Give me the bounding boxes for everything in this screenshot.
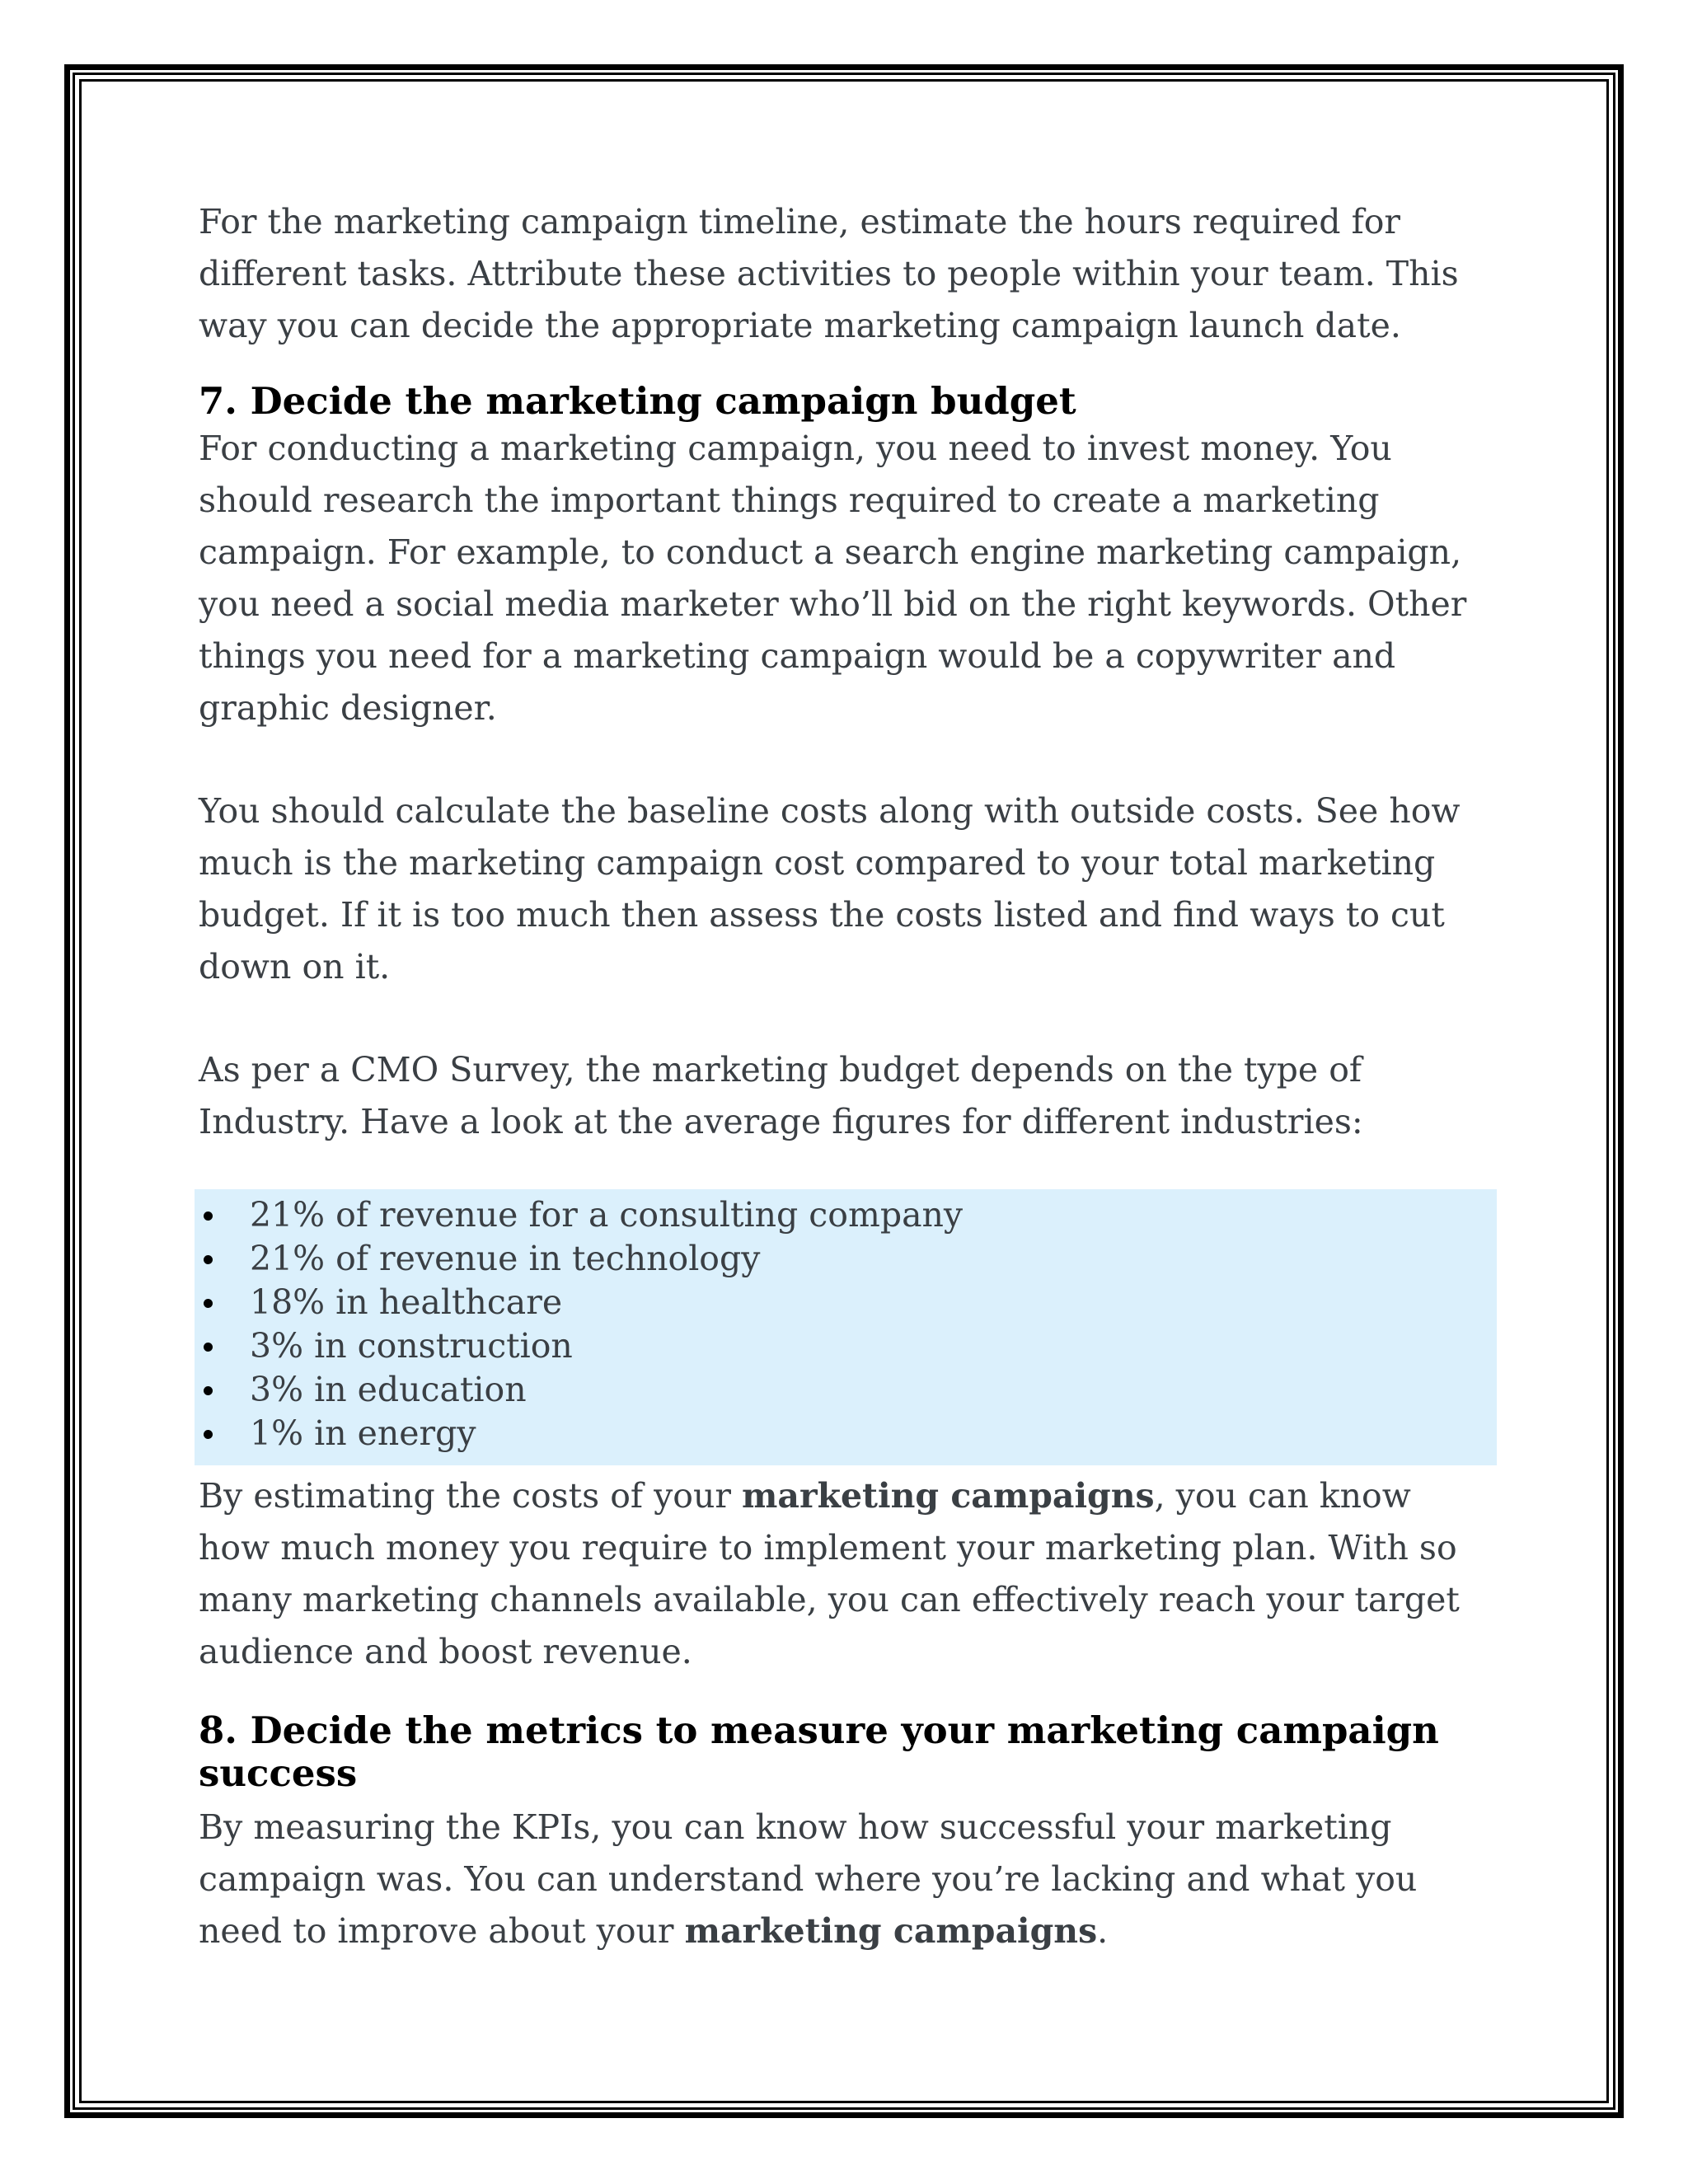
bullet-icon bbox=[204, 1343, 213, 1352]
list-item: 21% of revenue for a consulting company bbox=[199, 1193, 1493, 1237]
bullet-icon bbox=[204, 1386, 213, 1395]
industry-budget-list bbox=[199, 1193, 1493, 1455]
marketing-campaigns-emphasis: marketing campaigns bbox=[684, 1911, 1098, 1951]
industry-budget-list-box bbox=[195, 1189, 1497, 1465]
bullet-icon bbox=[204, 1430, 213, 1439]
section-7-paragraph-1: For conducting a marketing campaign, you need to invest money. You should research the important things required to create a marketing campaign. For example, to conduct a search engine marketing campaign, you need a social media marketer who’ll bid on the right keywords. Other things you need for a marketing campaign would be a copywriter and graphic designer. bbox=[199, 429, 1467, 728]
list-item: 21% of revenue in technology bbox=[199, 1237, 1493, 1281]
intro-paragraph: For the marketing campaign timeline, estimate the hours required for different tasks. Attribute these activities to people within your team. This way you can decide the appropriate marketing campaign launch date. bbox=[199, 202, 1459, 345]
bullet-icon bbox=[204, 1255, 213, 1264]
section-7-heading: 7. Decide the marketing campaign budget bbox=[199, 379, 1076, 423]
section-7-paragraph-3: As per a CMO Survey, the marketing budget depends on the type of Industry. Have a look at the average figures for different industries: bbox=[199, 1050, 1363, 1141]
list-item: 18% in healthcare bbox=[199, 1281, 1493, 1324]
list-item: 1% in energy bbox=[199, 1412, 1493, 1455]
marketing-campaigns-emphasis: marketing campaigns bbox=[742, 1476, 1155, 1516]
document-content bbox=[199, 196, 1493, 1957]
bullet-icon bbox=[204, 1299, 213, 1308]
section-8-paragraph: By measuring the KPIs, you can know how successful your marketing campaign was. You can understand where you’re lacking and what you need to improve about your marketing campaigns. bbox=[199, 1807, 1418, 1951]
section-7-paragraph-2: You should calculate the baseline costs along with outside costs. See how much is the marketing campaign cost compared to your total marketing budget. If it is too much then assess the costs listed and find ways to cut down on it. bbox=[199, 791, 1461, 987]
section-7-paragraph-4: By estimating the costs of your marketing campaigns, you can know how much money you require to implement your marketing plan. With so many marketing channels available, you can effectively reach your target audience and boost revenue. bbox=[199, 1476, 1460, 1671]
bullet-icon bbox=[204, 1212, 213, 1221]
list-item: 3% in construction bbox=[199, 1324, 1493, 1368]
section-8-heading: 8. Decide the metrics to measure your marketing campaign success bbox=[199, 1708, 1439, 1795]
list-item: 3% in education bbox=[199, 1368, 1493, 1412]
